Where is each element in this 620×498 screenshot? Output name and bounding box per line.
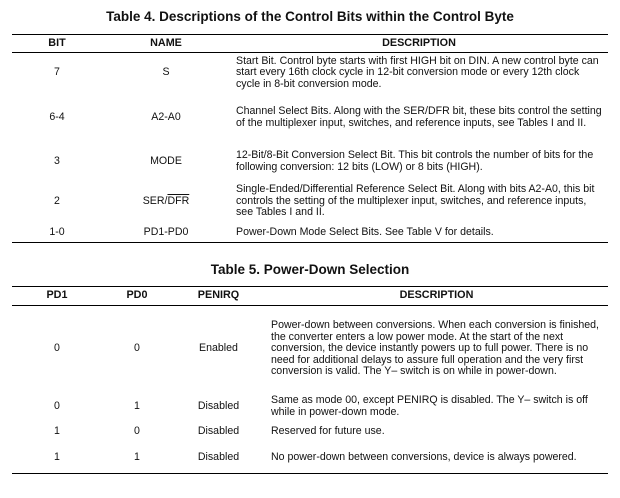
description-cell: 12-Bit/8-Bit Conversion Select Bit. This bit controls the number of bits for the following conversion: 12 bits (LOW) or 8 bits (HIGH). bbox=[236, 149, 594, 173]
header-pd1: PD1 bbox=[12, 287, 102, 306]
pd1-cell: 0 bbox=[54, 399, 60, 412]
bit-cell: 7 bbox=[54, 66, 60, 78]
table-row bbox=[12, 93, 608, 143]
description-cell: No power-down between conversions, device is always powered. bbox=[271, 450, 577, 463]
name-cell: S bbox=[162, 66, 170, 78]
table-row bbox=[12, 306, 608, 392]
table-row bbox=[12, 143, 608, 181]
description-cell: Single-Ended/Differential Reference Select Bit. Along with bits A2-A0, this bit controls the setting of the multiplexer input, switches, and reference inputs, see Tables I and II. bbox=[236, 183, 595, 219]
pd1-cell: 0 bbox=[54, 342, 60, 354]
bit-cell: 2 bbox=[54, 194, 60, 207]
table-row bbox=[12, 53, 608, 93]
table-row bbox=[12, 181, 608, 223]
description-cell: Reserved for future use. bbox=[271, 424, 385, 437]
bit-cell: 3 bbox=[54, 154, 60, 167]
description-cell: Power-down between conversions. When each conversion is finished, the converter enters a low power mode. At the start of the next conversion, the device instantly powers up to full power. There is no need for additional delays to assure full operation and the very first conversion is valid. The Y– switch is on while in power-down. bbox=[271, 319, 599, 377]
pd0-cell: 0 bbox=[134, 424, 140, 437]
name-cell bbox=[102, 181, 230, 223]
name-cell: A2-A0 bbox=[151, 110, 181, 123]
table-header-row bbox=[12, 287, 608, 306]
control-bits-table bbox=[12, 34, 608, 243]
name-prefix: SER/ bbox=[142, 194, 168, 207]
header-description: DESCRIPTION bbox=[230, 35, 608, 53]
power-down-table bbox=[12, 286, 608, 474]
header-pd0: PD0 bbox=[102, 287, 172, 306]
table-row bbox=[12, 392, 608, 422]
penirq-cell: Disabled bbox=[197, 424, 240, 437]
header-name: NAME bbox=[102, 35, 230, 53]
pd0-cell: 1 bbox=[134, 399, 140, 412]
name-cell: PD1-PD0 bbox=[143, 225, 189, 238]
name-overline: $\overline{DFR}$ bbox=[167, 194, 190, 207]
header-description: DESCRIPTION bbox=[265, 287, 608, 306]
table-row bbox=[12, 223, 608, 243]
table5-title: Table 5. Power-Down Selection bbox=[210, 262, 410, 277]
bit-cell: 6-4 bbox=[49, 110, 65, 123]
pd0-cell: 1 bbox=[134, 450, 140, 463]
name-cell: MODE bbox=[150, 154, 182, 167]
pd0-cell: 0 bbox=[134, 342, 140, 354]
bit-cell: 1-0 bbox=[49, 225, 65, 238]
penirq-cell: Disabled bbox=[197, 399, 240, 412]
header-penirq: PENIRQ bbox=[172, 287, 265, 306]
pd1-cell: 1 bbox=[54, 450, 60, 463]
table-row bbox=[12, 422, 608, 442]
description-cell: Start Bit. Control byte starts with first HIGH bit on DIN. A new control byte can start every 16th clock cycle in 12-bit conversion mode or every 12th clock cycle in 8-bit conversion mode. bbox=[236, 54, 599, 90]
table-header-row bbox=[12, 35, 608, 53]
penirq-cell: Disabled bbox=[197, 450, 240, 463]
description-cell: Same as mode 00, except PENIRQ is disabled. The Y– switch is off while in power-down mode. bbox=[271, 394, 588, 418]
description-cell: Channel Select Bits. Along with the SER/DFR bit, these bits control the setting of the multiplexer input, switches, and reference inputs, see Tables I and II. bbox=[236, 105, 602, 129]
penirq-cell: Enabled bbox=[199, 342, 238, 354]
table-row bbox=[12, 442, 608, 474]
header-bit: BIT bbox=[12, 35, 102, 53]
description-cell: Power-Down Mode Select Bits. See Table V for details. bbox=[236, 225, 494, 238]
table4-title: Table 4. Descriptions of the Control Bits within the Control Byte bbox=[106, 9, 514, 24]
pd1-cell: 1 bbox=[54, 424, 60, 437]
